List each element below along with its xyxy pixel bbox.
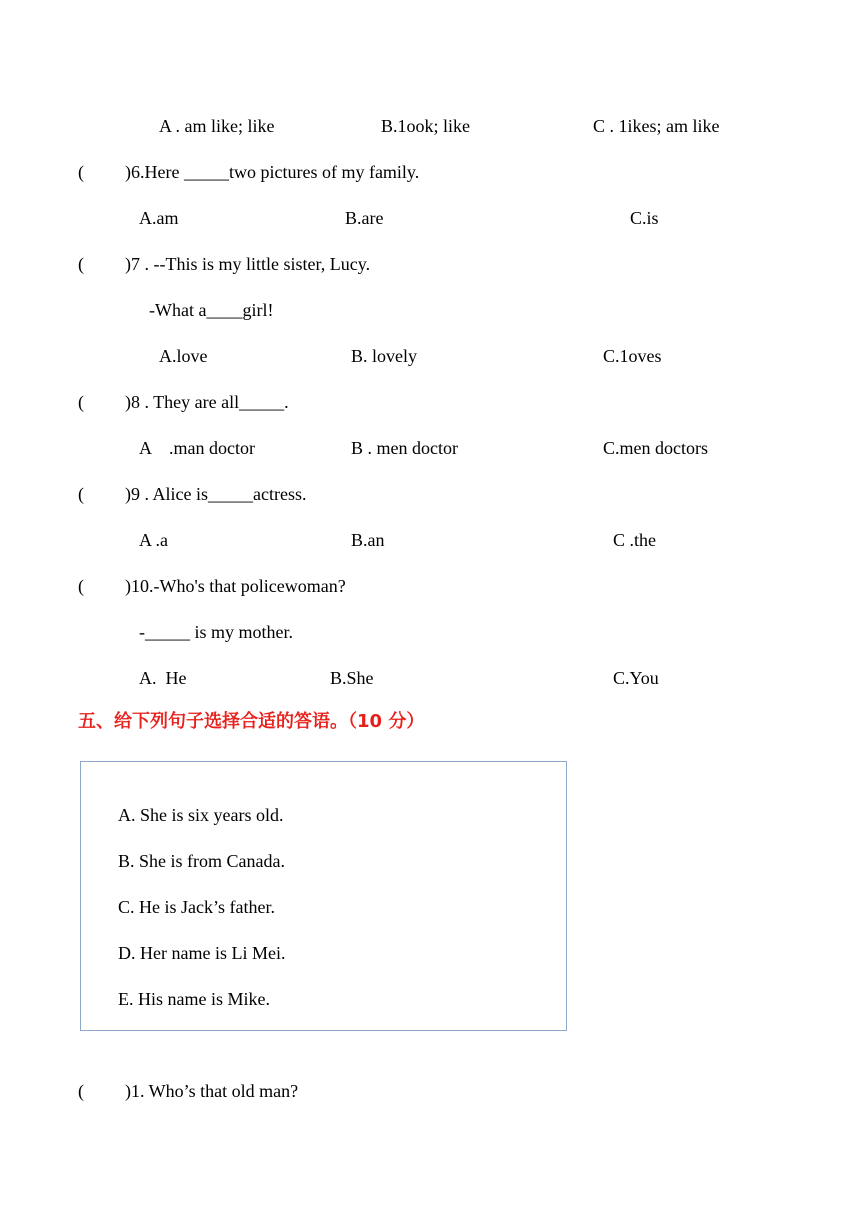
q10-option-b: B.She [330,668,374,688]
q9-answer-paren-open: ( [78,484,84,504]
q10-option-c: C.You [613,668,659,688]
q7-answer-paren-close: ) [125,254,131,274]
q5-option-b: B.1ook; like [381,116,470,136]
q7-question-subline: -What a____girl! [149,300,274,320]
q10-answer-paren-open: ( [78,576,84,596]
s5-q1-answer-paren-open: ( [78,1081,84,1101]
q7-option-c: C.1oves [603,346,662,366]
q10-option-a: A. He [139,668,187,688]
q6-option-a: A.am [139,208,179,228]
q10-question-subline: -_____ is my mother. [139,622,293,642]
q9-option-a: A .a [139,530,168,550]
q9-question-text: 9 . Alice is_____actress. [131,484,307,504]
answer-choice-b: B. She is from Canada. [118,851,285,871]
section-five-heading: 五、给下列句子选择合适的答语。（10 分） [78,711,425,732]
q7-answer-paren-open: ( [78,254,84,274]
q6-option-b: B.are [345,208,384,228]
q5-option-c: C . 1ikes; am like [593,116,720,136]
answer-choice-a: A. She is six years old. [118,805,284,825]
q6-answer-paren-open: ( [78,162,84,182]
q9-answer-paren-close: ) [125,484,131,504]
q8-option-b: B . men doctor [351,438,458,458]
q6-question-text: 6.Here _____two pictures of my family. [131,162,420,182]
answer-choice-e: E. His name is Mike. [118,989,270,1009]
q7-question-text: 7 . --This is my little sister, Lucy. [131,254,371,274]
q6-option-c: C.is [630,208,659,228]
answer-choice-d: D. Her name is Li Mei. [118,943,286,963]
q8-option-a: A .man doctor [139,438,255,458]
q8-option-c: C.men doctors [603,438,708,458]
q7-option-b: B. lovely [351,346,417,366]
answer-choice-c: C. He is Jack’s father. [118,897,275,917]
s5-q1-answer-paren-close: ) [125,1081,131,1101]
q9-option-c: C .the [613,530,656,550]
q10-question-text: 10.-Who's that policewoman? [131,576,346,596]
q8-answer-paren-close: ) [125,392,131,412]
s5-q1-question-text: 1. Who’s that old man? [131,1081,299,1101]
q10-answer-paren-close: ) [125,576,131,596]
q9-option-b: B.an [351,530,385,550]
q8-question-text: 8 . They are all_____. [131,392,289,412]
q6-answer-paren-close: ) [125,162,131,182]
q8-answer-paren-open: ( [78,392,84,412]
q5-option-a: A . am like; like [159,116,275,136]
q7-option-a: A.love [159,346,208,366]
